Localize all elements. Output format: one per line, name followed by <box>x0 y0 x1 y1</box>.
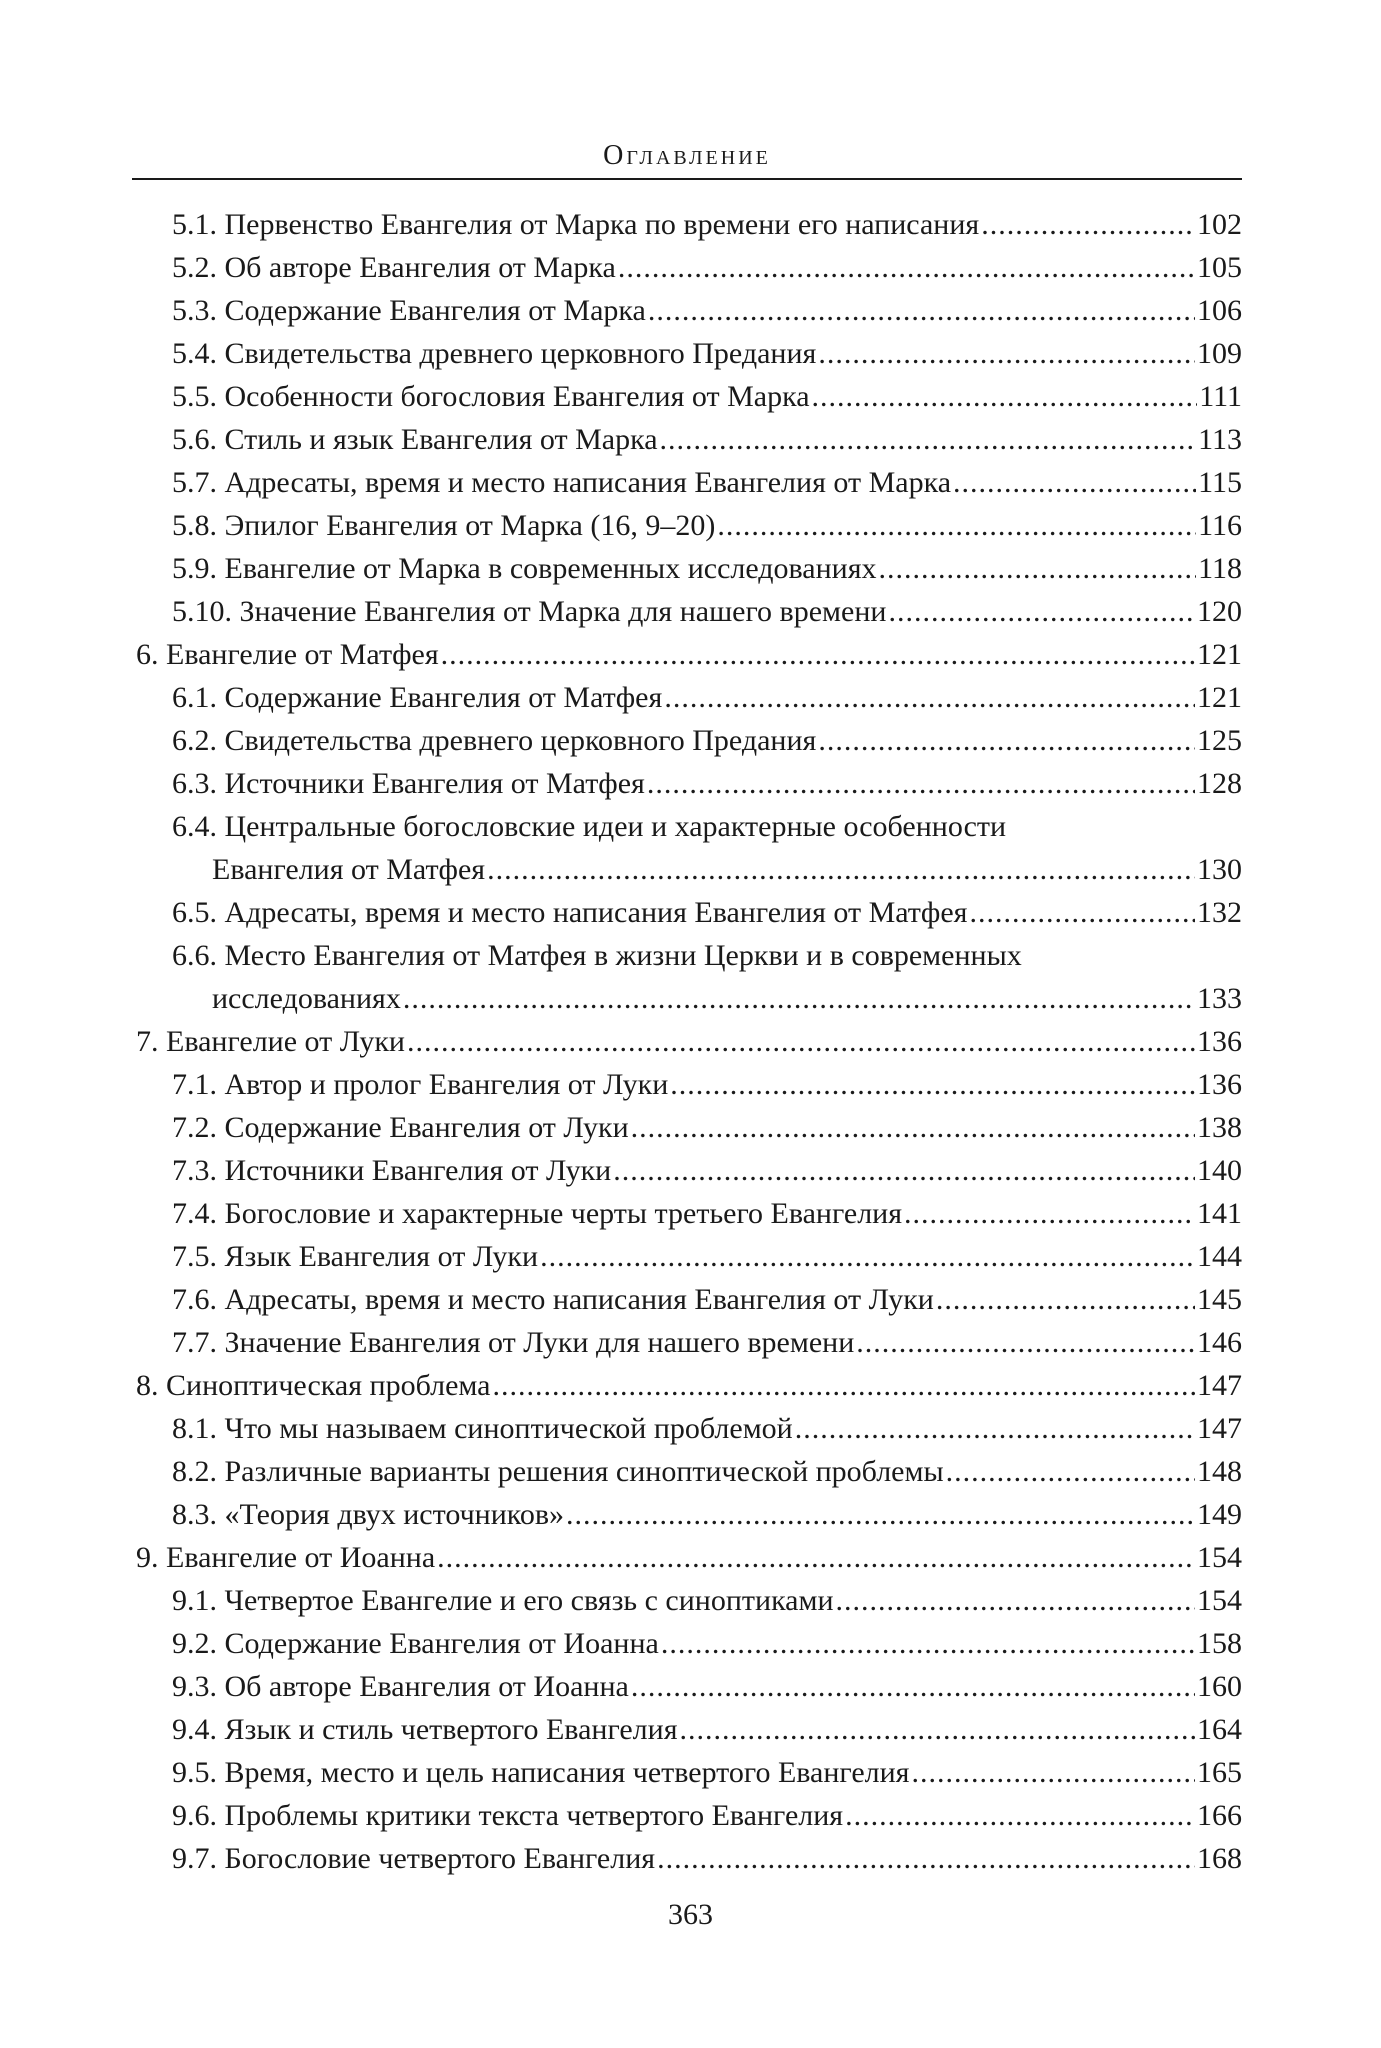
toc-section-entry[interactable] <box>132 332 1242 375</box>
dot-leader <box>441 633 1195 676</box>
dot-leader <box>437 1536 1195 1579</box>
toc-entry-title: 9.4. Язык и стиль четвертого Евангелия <box>172 1713 678 1746</box>
toc-section-entry[interactable] <box>132 934 1242 1020</box>
toc-entry-title: 6.5. Адресаты, время и место написания Евангелия от Матфея <box>172 896 968 929</box>
toc-entry-page: 141 <box>1197 1197 1242 1230</box>
toc-entry-title: 6.3. Источники Евангелия от Матфея <box>172 767 645 800</box>
toc-section-entry[interactable] <box>132 246 1242 289</box>
dot-leader <box>981 203 1195 246</box>
toc-chapter-entry[interactable] <box>132 1020 1242 1063</box>
toc-section-entry[interactable] <box>132 1407 1242 1450</box>
toc-entry-page: 128 <box>1197 767 1242 800</box>
toc-entry-page: 102 <box>1197 208 1242 241</box>
dot-leader <box>818 719 1195 762</box>
dot-leader <box>856 1321 1195 1364</box>
toc-entry-page: 111 <box>1199 380 1242 413</box>
toc-section-entry[interactable] <box>132 461 1242 504</box>
toc-entry-title: 7.2. Содержание Евангелия от Луки <box>172 1111 629 1144</box>
toc-entry-page: 149 <box>1197 1498 1242 1531</box>
dot-leader <box>540 1235 1195 1278</box>
toc-entry-page: 154 <box>1197 1584 1242 1617</box>
toc-entry-title: 5.3. Содержание Евангелия от Марка <box>172 294 646 327</box>
toc-section-entry[interactable] <box>132 762 1242 805</box>
dot-leader <box>845 1794 1195 1837</box>
dot-leader <box>670 1063 1195 1106</box>
toc-entry-title: 8.1. Что мы называем синоптической проблемой <box>172 1412 793 1445</box>
toc-entry-title: 6.1. Содержание Евангелия от Матфея <box>172 681 663 714</box>
toc-entry-title: 5.1. Первенство Евангелия от Марка по времени его написания <box>172 208 980 241</box>
toc-entry-page: 109 <box>1197 337 1242 370</box>
toc-entry-page: 116 <box>1198 509 1242 542</box>
toc-entry-title: 8.3. «Теория двух источников» <box>172 1498 564 1531</box>
toc-entry-page: 145 <box>1197 1283 1242 1316</box>
dot-leader <box>403 977 1195 1020</box>
toc-entry-page: 130 <box>1197 853 1242 886</box>
toc-section-entry[interactable] <box>132 418 1242 461</box>
toc-section-entry[interactable] <box>132 1450 1242 1493</box>
toc-entry-page: 106 <box>1197 294 1242 327</box>
dot-leader <box>618 246 1195 289</box>
toc-entry-title: 9.5. Время, место и цель написания четвертого Евангелия <box>172 1756 910 1789</box>
toc-entry-title: 7.1. Автор и пролог Евангелия от Луки <box>172 1068 669 1101</box>
toc-section-entry[interactable] <box>132 1708 1242 1751</box>
page-number: 363 <box>668 1898 713 1931</box>
toc-section-entry[interactable] <box>132 1063 1242 1106</box>
dot-leader <box>936 1278 1195 1321</box>
toc-section-entry[interactable] <box>132 1622 1242 1665</box>
toc-entry-title: 7.7. Значение Евангелия от Луки для нашего времени <box>172 1326 855 1359</box>
toc-section-entry[interactable] <box>132 805 1242 891</box>
toc-section-entry[interactable] <box>132 289 1242 332</box>
toc-entry-title: 5.7. Адресаты, время и место написания Евангелия от Марка <box>172 466 952 499</box>
toc-entry-title: 9.6. Проблемы критики текста четвертого Евангелия <box>172 1799 844 1832</box>
toc-entry-title: 7.6. Адресаты, время и место написания Евангелия от Луки <box>172 1283 934 1316</box>
toc-entry-page: 168 <box>1197 1842 1242 1875</box>
dot-leader <box>795 1407 1195 1450</box>
toc-section-entry[interactable] <box>132 1106 1242 1149</box>
toc-section-entry[interactable] <box>132 1794 1242 1837</box>
toc-section-entry[interactable] <box>132 719 1242 762</box>
toc-entry-title: 7. Евангелие от Луки <box>136 1025 405 1058</box>
toc-entry-title-continued: исследованиях <box>212 982 401 1015</box>
dot-leader <box>664 676 1195 719</box>
toc-entry-title: 7.4. Богословие и характерные черты третьего Евангелия <box>172 1197 903 1230</box>
dot-leader <box>904 1192 1195 1235</box>
toc-entry-page: 121 <box>1197 681 1242 714</box>
toc-section-entry[interactable] <box>132 375 1242 418</box>
toc-entry-page: 120 <box>1197 595 1242 628</box>
toc-entry-title: 5.9. Евангелие от Марка в современных исследованиях <box>172 552 877 585</box>
toc-entry-title: 5.10. Значение Евангелия от Марка для нашего времени <box>172 595 887 628</box>
toc-entry-title: 6.2. Свидетельства древнего церковного Предания <box>172 724 817 757</box>
toc-entry-title: 5.5. Особенности богословия Евангелия от Марка <box>172 380 810 413</box>
toc-entry-page: 164 <box>1197 1713 1242 1746</box>
toc-entry-page: 154 <box>1197 1541 1242 1574</box>
toc-entry-title: 8.2. Различные варианты решения синоптической проблемы <box>172 1455 944 1488</box>
toc-entry-page: 138 <box>1197 1111 1242 1144</box>
toc-entry-title: 5.4. Свидетельства древнего церковного Предания <box>172 337 817 370</box>
toc-section-entry[interactable] <box>132 1493 1242 1536</box>
dot-leader <box>661 1622 1195 1665</box>
dot-leader <box>566 1493 1195 1536</box>
toc-chapter-entry[interactable] <box>132 1364 1242 1407</box>
toc-entry-page: 113 <box>1198 423 1242 456</box>
toc-entry-title: 5.6. Стиль и язык Евангелия от Марка <box>172 423 658 456</box>
toc-entry-title: 9.3. Об авторе Евангелия от Иоанна <box>172 1670 629 1703</box>
toc-entry-page: 105 <box>1197 251 1242 284</box>
toc-entry-title: 6.6. Место Евангелия от Матфея в жизни Церкви и в современных <box>172 939 1022 972</box>
toc-chapter-entry[interactable] <box>132 1536 1242 1579</box>
toc-entry-title: 8. Синоптическая проблема <box>136 1369 491 1402</box>
dot-leader <box>613 1149 1195 1192</box>
toc-section-entry[interactable] <box>132 1149 1242 1192</box>
toc-entry-page: 160 <box>1197 1670 1242 1703</box>
toc-section-entry[interactable] <box>132 1278 1242 1321</box>
dot-leader <box>818 332 1195 375</box>
toc-entry-title: 9.2. Содержание Евангелия от Иоанна <box>172 1627 659 1660</box>
toc-entry-title: 9. Евангелие от Иоанна <box>136 1541 436 1574</box>
toc-entry-title: 9.7. Богословие четвертого Евангелия <box>172 1842 656 1875</box>
toc-entry-page: 144 <box>1197 1240 1242 1273</box>
toc-section-entry[interactable] <box>132 1837 1242 1880</box>
toc-section-entry[interactable] <box>132 1235 1242 1278</box>
dot-leader <box>493 1364 1196 1407</box>
dot-leader <box>953 461 1196 504</box>
header-rule <box>132 178 1242 180</box>
toc-entry-title: 7.3. Источники Евангелия от Луки <box>172 1154 612 1187</box>
toc-section-entry[interactable] <box>132 676 1242 719</box>
toc-entry-title: 6. Евангелие от Матфея <box>136 638 439 671</box>
toc-entry-page: 115 <box>1198 466 1242 499</box>
toc-section-entry[interactable] <box>132 1751 1242 1794</box>
toc-chapter-entry[interactable] <box>132 633 1242 676</box>
toc-entry-page: 136 <box>1197 1025 1242 1058</box>
toc-section-entry[interactable] <box>132 203 1242 246</box>
toc-section-entry[interactable] <box>132 1579 1242 1622</box>
dot-leader <box>717 504 1196 547</box>
dot-leader <box>648 289 1195 332</box>
toc-entry-title: 6.4. Центральные богословские идеи и характерные особенности <box>172 810 1007 843</box>
running-head: Оглавление <box>603 140 771 171</box>
toc-section-entry[interactable] <box>132 891 1242 934</box>
toc-entry-page: 121 <box>1197 638 1242 671</box>
toc-entry-page: 133 <box>1197 982 1242 1015</box>
toc-entry-title-continued: Евангелия от Матфея <box>212 853 486 886</box>
toc-entry-page: 146 <box>1197 1326 1242 1359</box>
dot-leader <box>680 1708 1196 1751</box>
toc-section-entry[interactable] <box>132 1665 1242 1708</box>
dot-leader <box>911 1751 1195 1794</box>
dot-leader <box>657 1837 1195 1880</box>
toc-entry-title: 5.8. Эпилог Евангелия от Марка (16, 9–20) <box>172 509 716 542</box>
toc-section-entry[interactable] <box>132 1192 1242 1235</box>
toc-entry-page: 166 <box>1197 1799 1242 1832</box>
toc-entry-page: 147 <box>1197 1369 1242 1402</box>
toc-section-entry[interactable] <box>132 590 1242 633</box>
dot-leader <box>836 1579 1195 1622</box>
dot-leader <box>879 547 1197 590</box>
toc-entry-page: 136 <box>1197 1068 1242 1101</box>
toc-entry-title: 5.2. Об авторе Евангелия от Марка <box>172 251 616 284</box>
dot-leader <box>631 1106 1195 1149</box>
toc-section-entry[interactable] <box>132 1321 1242 1364</box>
toc-entry-page: 140 <box>1197 1154 1242 1187</box>
toc-entry-page: 158 <box>1197 1627 1242 1660</box>
dot-leader <box>647 762 1195 805</box>
toc-entry-title: 7.5. Язык Евангелия от Луки <box>172 1240 539 1273</box>
dot-leader <box>487 848 1195 891</box>
toc-entry-page: 148 <box>1197 1455 1242 1488</box>
toc-entry-page: 165 <box>1197 1756 1242 1789</box>
dot-leader <box>660 418 1197 461</box>
toc-entry-page: 132 <box>1197 896 1242 929</box>
toc-entry-page: 147 <box>1197 1412 1242 1445</box>
dot-leader <box>888 590 1195 633</box>
dot-leader <box>812 375 1198 418</box>
dot-leader <box>631 1665 1195 1708</box>
table-of-contents <box>132 203 1242 1880</box>
dot-leader <box>969 891 1195 934</box>
dot-leader <box>946 1450 1195 1493</box>
dot-leader <box>407 1020 1195 1063</box>
toc-section-entry[interactable] <box>132 504 1242 547</box>
toc-entry-page: 118 <box>1198 552 1242 585</box>
toc-entry-page: 125 <box>1197 724 1242 757</box>
toc-section-entry[interactable] <box>132 547 1242 590</box>
toc-entry-title: 9.1. Четвертое Евангелие и его связь с синоптиками <box>172 1584 834 1617</box>
